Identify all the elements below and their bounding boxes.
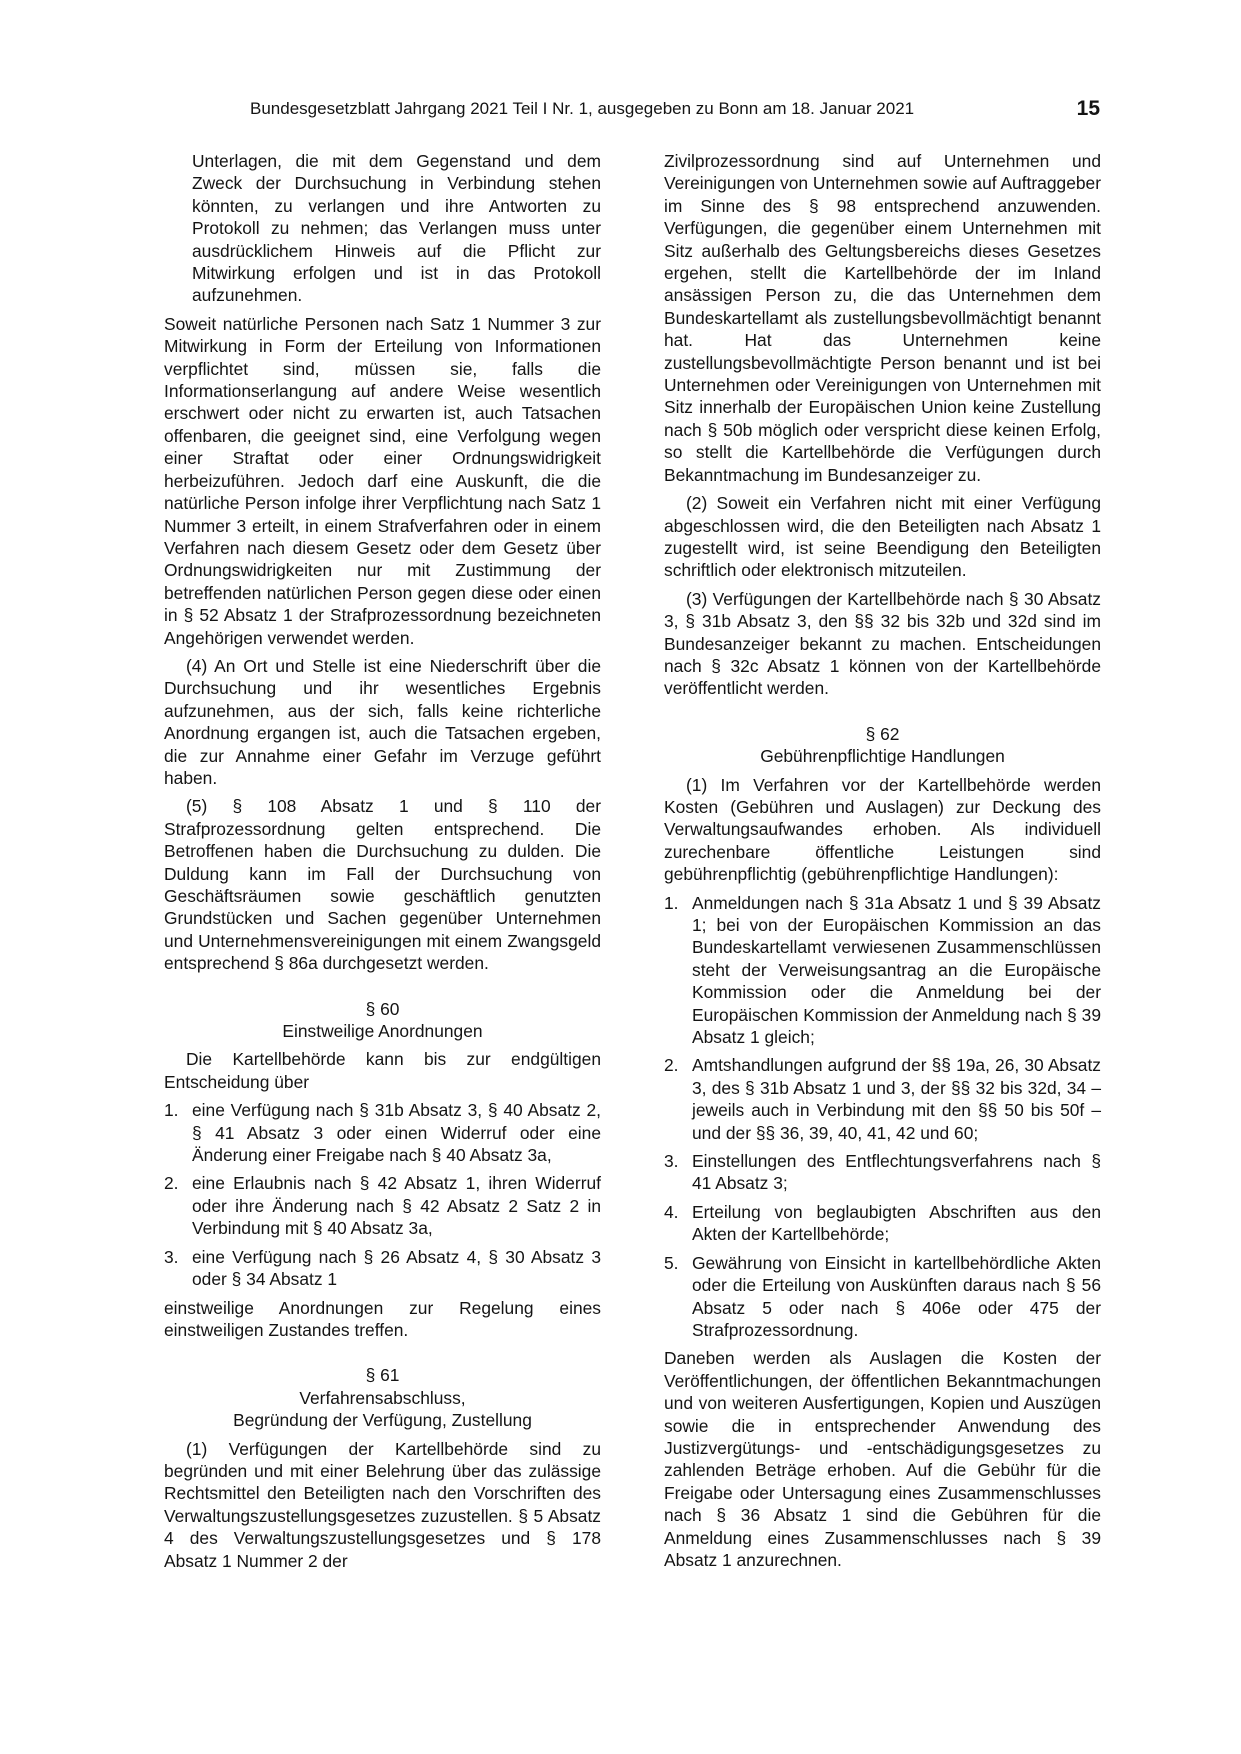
list-item-number: 5. [664, 1252, 679, 1273]
section-61-absatz-1: (1) Verfügungen der Kartellbehörde sind zu begründen und mit einer Belehrung über das zulässige Rechtsmittel den Beteiligten nach den Vorschriften des Verwaltungszustellungsgesetzes zuzustellen. § 5 Absatz 4 des Verwaltungszustellungsgesetzes und § 178 Absatz 1 Nummer 2 der [164, 1438, 601, 1571]
paragraph-absatz-4: (4) An Ort und Stelle ist eine Niederschrift über die Durchsuchung und ihr wesentliches Ergebnis aufzunehmen, aus der sich, falls keine richterliche Anordnung ergangen ist, auch die Tatsachen ergeben, die zur Annahme einer Gefahr im Verzuge geführt haben. [164, 655, 601, 788]
paragraph-continued: Zivilprozessordnung sind auf Unternehmen und Vereinigungen von Unternehmen sowie auf Auftraggeber im Sinne des § 98 entsprechend anzuwenden. Verfügungen, die gegenüber einem Unternehmen mit Sitz außerhalb des Geltungsbereichs dieses Gesetzes ergehen, stellt die Kartellbehörde der im Inland ansässigen Person zu, die das Unternehmen dem Bundeskartellamt als zustellungsbevollmächtigt benannt hat. Hat das Unternehmen keine zustellungsbevollmächtigte Person benannt und ist bei Unternehmen oder Vereinigungen von Unternehmen mit Sitz innerhalb der Europäischen Union keine Zustellung nach § 50b möglich oder verspricht diese keinen Erfolg, so stellt die Kartellbehörde die Verfügungen durch Bekanntmachung im Bundesanzeiger zu. [664, 151, 1101, 485]
paragraph-soweit: Soweit natürliche Personen nach Satz 1 Nummer 3 zur Mitwirkung in Form der Erteilung von Informationen verpflichtet sind, müssen sie, falls die Informationserlangung auf andere Weise wesentlich erschwert oder nicht zu erwarten ist, auch Tatsachen offenbaren, die geeignet sind, eine Verfolgung wegen einer Straftat oder einer Ordnungswidrigkeit herbeizuführen. Jedoch darf eine Auskunft, die die natürliche Person infolge ihrer Verpflichtung nach Satz 1 Nummer 3 erteilt, in einem Strafverfahren oder in einem Verfahren nach diesem Gesetz oder dem Gesetz über Ordnungswidrigkeiten nur mit Zustimmung der betreffenden natürlichen Person gegen diese oder einen in § 52 Absatz 1 der Strafprozessordnung bezeichneten Angehörigen verwendet werden. [164, 313, 601, 648]
section-62-list [664, 892, 1101, 1342]
list-item-text: eine Erlaubnis nach § 42 Absatz 1, ihren Widerruf oder ihre Änderung nach § 42 Absatz 2 Satz 2 in Verbindung mit § 40 Absatz 3a, [192, 1173, 601, 1239]
left-column [164, 150, 601, 1578]
section-number-62: § 62 [865, 723, 900, 744]
page-header [250, 99, 1100, 125]
list-item-number: 3. [164, 1246, 179, 1267]
list-item-number: 2. [664, 1055, 679, 1076]
list-item-number: 2. [164, 1173, 179, 1194]
list-item [664, 1150, 1101, 1195]
list-item-text: eine Verfügung nach § 31b Absatz 3, § 40 Absatz 2, § 41 Absatz 3 oder einen Widerruf oder eine Änderung einer Freigabe nach § 40 Absatz 3a, [192, 1100, 601, 1166]
list-item-number: 3. [664, 1151, 679, 1172]
section-62-absatz-1: (1) Im Verfahren vor der Kartellbehörde werden Kosten (Gebühren und Auslagen) zur Deckung des Verwaltungsaufwandes erhoben. Als individuell zurechenbare öffentliche Leistungen sind gebührenpflichtig (gebührenpflichtige Handlungen): [664, 774, 1101, 885]
right-column [664, 150, 1101, 1577]
section-title-61-line2: Begründung der Verfügung, Zustellung [233, 1410, 532, 1431]
section-title-60: Einstweilige Anordnungen [282, 1021, 483, 1042]
running-title: Bundesgesetzblatt Jahrgang 2021 Teil I Nr. 1, ausgegeben zu Bonn am 18. Januar 2021 [250, 99, 915, 118]
list-item-text: eine Verfügung nach § 26 Absatz 4, § 30 Absatz 3 oder § 34 Absatz 1 [192, 1246, 601, 1290]
list-item [664, 1252, 1101, 1342]
list-item [664, 892, 1101, 1049]
list-item [164, 1246, 601, 1291]
section-60-list [164, 1099, 601, 1290]
list-item [164, 1099, 601, 1166]
list-item-text: Gewährung von Einsicht in kartellbehördliche Akten oder die Erteilung von Auskünften daraus nach § 56 Absatz 5 oder nach § 406e oder 475 der Strafprozessordnung. [692, 1252, 1101, 1340]
list-item [664, 1201, 1101, 1246]
section-61-absatz-3: (3) Verfügungen der Kartellbehörde nach § 30 Absatz 3, § 31b Absatz 3, den §§ 32 bis 32b und 32d sind im Bundesanzeiger bekannt zu machen. Entscheidungen nach § 32c Absatz 1 können von der Kartellbehörde veröffentlicht werden. [664, 588, 1101, 699]
page-number: 15 [1076, 97, 1100, 120]
section-title-62: Gebührenpflichtige Handlungen [760, 746, 1005, 767]
section-title-61-line1: Verfahrensabschluss, [299, 1387, 466, 1408]
section-60-outro: einstweilige Anordnungen zur Regelung eines einstweiligen Zustandes treffen. [164, 1297, 601, 1340]
section-62-outro: Daneben werden als Auslagen die Kosten der Veröffentlichungen, der öffentlichen Bekanntmachungen und von weiteren Ausfertigungen, Kopien und Auszügen sowie die in entsprechender Anwendung des Justizvergütungs- und -entschädigungsgesetzes zu zahlenden Beträge erhoben. Auf die Gebühr für die Freigabe oder Untersagung eines Zusammenschlusses nach § 36 Absatz 1 sind die Gebühren für die Anmeldung eines Zusammenschlusses nach § 39 Absatz 1 anzurechnen. [664, 1348, 1101, 1570]
list-item-number: 1. [664, 892, 679, 913]
paragraph-absatz-5: (5) § 108 Absatz 1 und § 110 der Strafprozessordnung gelten entsprechend. Die Betroffenen haben die Durchsuchung zu dulden. Die Duldung kann im Fall der Durchsuchung von Geschäftsräumen sowie geschäftlich genutzten Grundstücken und Sachen gegenüber Unternehmen und Unternehmensvereinigungen mit einem Zwangsgeld entsprechend § 86a durchgesetzt werden. [164, 796, 601, 974]
list-item [664, 1054, 1101, 1144]
list-item-text: Einstellungen des Entflechtungsverfahrens nach § 41 Absatz 3; [692, 1151, 1101, 1194]
list-item-text: Erteilung von beglaubigten Abschriften aus den Akten der Kartellbehörde; [692, 1201, 1101, 1245]
section-number-61: § 61 [365, 1365, 400, 1386]
list-item-text: Amtshandlungen aufgrund der §§ 19a, 26, 30 Absatz 3, des § 31b Absatz 1 und 3, der §§ 32 bis 32d, 34 – jeweils auch in Verbindung mit den §§ 50 bis 50f – und der §§ 36, 39, 40, 41, 42 und 60; [692, 1055, 1101, 1143]
list-item-number: 1. [164, 1100, 179, 1121]
paragraph-continued: Unterlagen, die mit dem Gegenstand und dem Zweck der Durchsuchung in Verbindung stehen könnten, zu verlangen und ihre Antworten zu Protokoll zu nehmen; das Verlangen muss unter ausdrücklichem Hinweis auf die Pflicht zur Mitwirkung erfolgen und ist in das Protokoll aufzunehmen. [192, 151, 601, 306]
list-item-number: 4. [664, 1201, 679, 1222]
section-number-60: § 60 [365, 998, 400, 1019]
section-60-intro: Die Kartellbehörde kann bis zur endgültigen Entscheidung über [164, 1049, 601, 1092]
section-61-absatz-2: (2) Soweit ein Verfahren nicht mit einer Verfügung abgeschlossen wird, die den Beteiligten nach Absatz 1 zugestellt wird, ist seine Beendigung den Beteiligten schriftlich oder elektronisch mitzuteilen. [664, 493, 1101, 581]
list-item-text: Anmeldungen nach § 31a Absatz 1 und § 39 Absatz 1; bei von der Europäischen Kommission an das Bundeskartellamt verwiesenen Zusammenschlüssen steht der Verweisungsantrag an die Europäische Kommission oder die Anmeldung bei der Europäischen Kommission der Anmeldung nach § 39 Absatz 1 gleich; [692, 892, 1101, 1048]
list-item [164, 1172, 601, 1239]
